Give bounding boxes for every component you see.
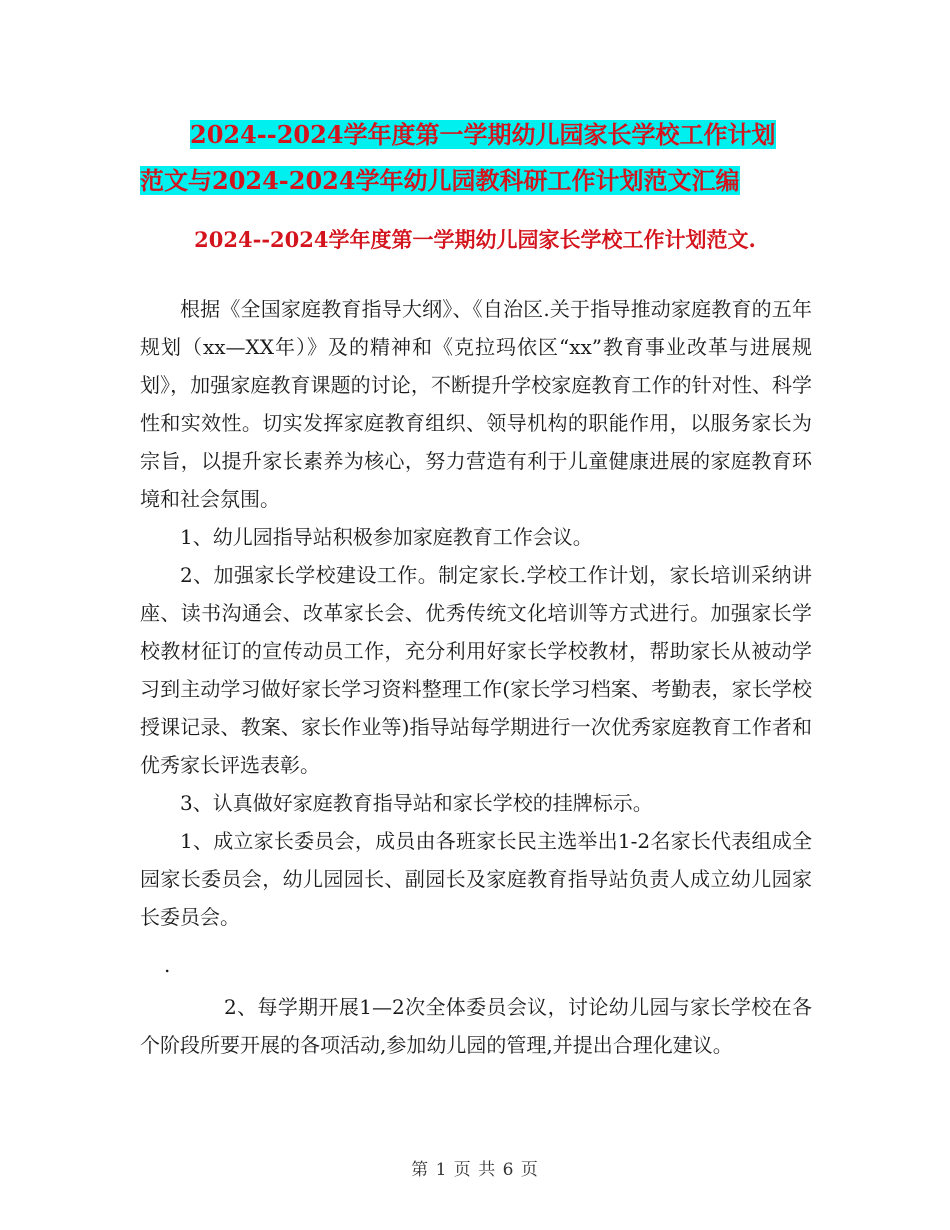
- paragraph-intro: 根据《全国家庭教育指导大纲》、《自治区.关于指导推动家庭教育的五年规划（xx—XX年）》及的精神和《克拉玛依区“xx”教育事业改革与进展规划》，加强家庭教育课题的讨论，不断提升学校家庭教育工作的针对性、科学性和实效性。切实发挥家庭教育组织、领导机构的职能作用，以服务家长为宗旨，以提升家长素养为核心，努力营造有利于儿童健康进展的家庭教育环境和社会氛围。: [140, 297, 812, 511]
- document-body: [140, 290, 812, 1064]
- stray-dot: .: [164, 953, 171, 977]
- title-line-2: [140, 158, 830, 204]
- document-title: [140, 112, 830, 204]
- title-line-2-text: 范文与2024-2024学年幼儿园教科研工作计划范文汇编: [140, 166, 740, 195]
- paragraph-item-3: 3、认真做好家庭教育指导站和家长学校的挂牌标示。: [180, 791, 653, 815]
- paragraph-committee-1: 1、成立家长委员会，成员由各班家长民主选举出1-2名家长代表组成全园家长委员会，幼儿园园长、副园长及家庭教育指导站负责人成立幼儿园家长委员会。: [140, 829, 812, 929]
- page-footer: 第 1 页 共 6 页: [411, 1160, 539, 1180]
- paragraph-item-1: 1、幼儿园指导站积极参加家庭教育工作会议。: [180, 525, 593, 549]
- title-line-1-text: 2024--2024学年度第一学期幼儿园家长学校工作计划: [190, 120, 776, 149]
- section-heading: 2024--2024学年度第一学期幼儿园家长学校工作计划范文.: [194, 227, 756, 252]
- paragraph-item-2: 2、加强家长学校建设工作。制定家长.学校工作计划，家长培训采纳讲座、读书沟通会、改革家长会、优秀传统文化培训等方式进行。加强家长学校教材征订的宣传动员工作，充分利用好家长学校教材，帮助家长从被动学习到主动学习做好家长学习资料整理工作(家长学习档案、考勤表，家长学校授课记录、教案、家长作业等)指导站每学期进行一次优秀家庭教育工作者和优秀家长评选表彰。: [140, 563, 812, 777]
- title-line-1: [140, 112, 830, 158]
- paragraph-committee-2: 2、每学期开展1—2次全体委员会议，讨论幼儿园与家长学校在各个阶段所要开展的各项活动,参加幼儿园的管理,并提出合理化建议。: [140, 995, 812, 1057]
